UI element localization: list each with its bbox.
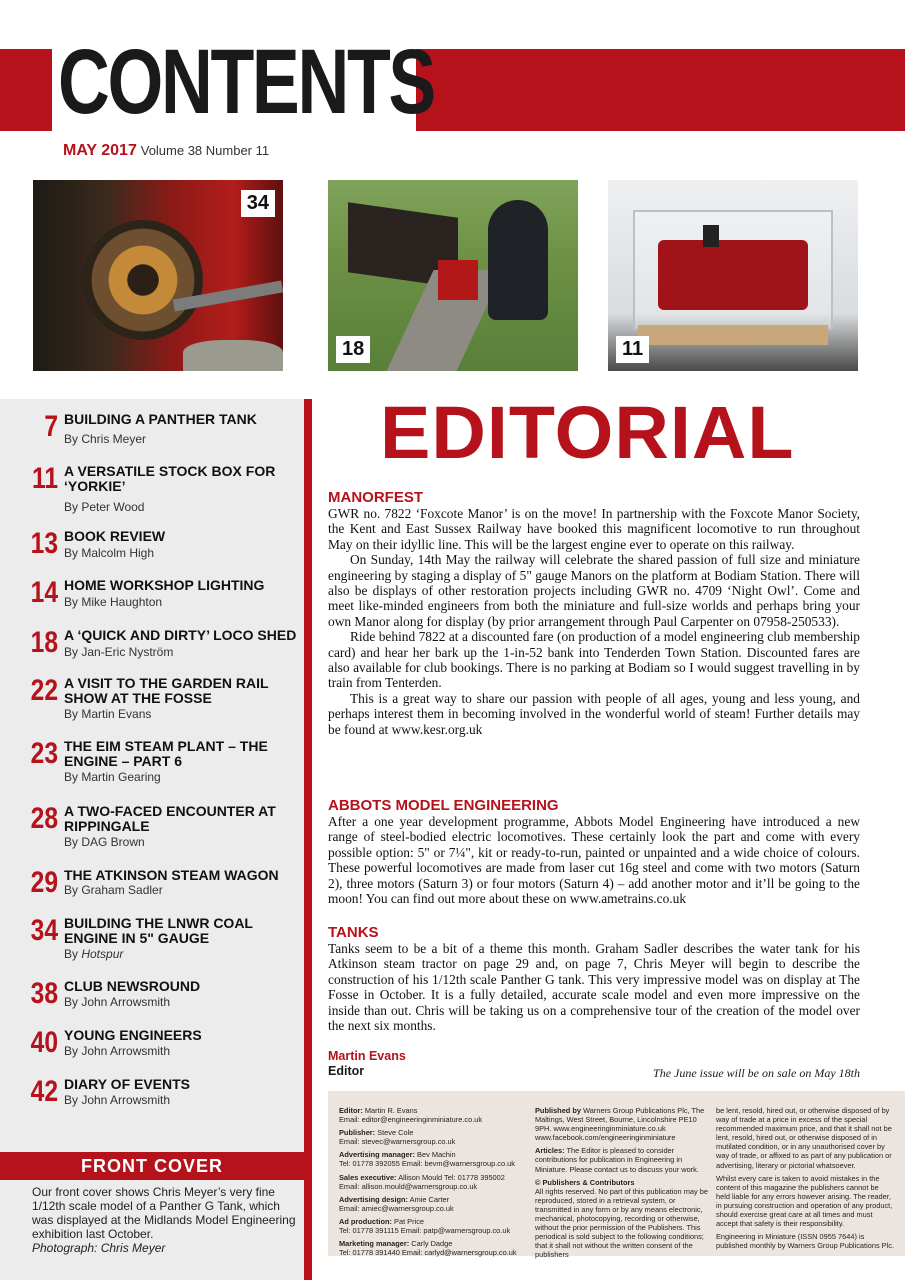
header-bar-right bbox=[416, 49, 905, 131]
paragraph: Tanks seem to be a bit of a theme this month. Graham Sadler describes the water tank for his Atkinson steam tractor on page 29 and, on page 7, Chris Meyer will begin to describe the construction of his 1/12th scale Panther G tank. This very impressive model was on display at The Fosse in October. It is a fully detailed, accurate scale model and even more impressive on the inside than out. Chris will be taking us on a comprehensive tour of the creation of the model over the next six months. bbox=[328, 941, 860, 1034]
toc-author-prefix: By bbox=[64, 947, 82, 961]
toc-page-number: 22 bbox=[30, 674, 58, 707]
toc-page-number: 13 bbox=[30, 527, 58, 560]
miniature-engine bbox=[438, 260, 478, 300]
editorial-section-abbots bbox=[328, 797, 860, 906]
toc-author: By Mike Haughton bbox=[64, 595, 163, 609]
toc-title: HOME WORKSHOP LIGHTING bbox=[64, 577, 265, 593]
toc-page-number: 40 bbox=[30, 1026, 58, 1059]
toc-page-number: 7 bbox=[44, 410, 58, 443]
paragraph: After a one year development programme, Abbots Model Engineering have introduced a new range of steel-bodied electric locomotives. These certainly look the part and come with every possible option: 5" or 7¼", kit or ready-to-run, painted or unpainted and a wide choice of colours. These powerful locomotives are made from laser cut 16g steel and come with two motors (Saturn 2), three motors (Saturn 3) or four motors (Saturn 4) – add another motor and it’ll be going to the moon! You can find out more about these on www.ametrains.co.uk bbox=[328, 814, 860, 907]
issue-month: MAY 2017 bbox=[63, 142, 137, 159]
section-heading: ABBOTS MODEL ENGINEERING bbox=[328, 797, 559, 814]
toc-title: THE EIM STEAM PLANT – THE ENGINE – PART 6 bbox=[64, 738, 268, 769]
toc-page-number: 29 bbox=[30, 866, 58, 899]
toc-author: By Peter Wood bbox=[64, 500, 145, 514]
credit-value: Tel: 01778 391440 Email: carlyd@warnersgroup.co.uk bbox=[339, 1248, 517, 1258]
editorial-section-manorfest bbox=[328, 489, 860, 737]
toc-page-number: 28 bbox=[30, 802, 58, 835]
toc-author: By Malcolm High bbox=[64, 546, 155, 560]
credit-value: Pat Price bbox=[394, 1216, 425, 1226]
photo-loco-shed[interactable] bbox=[328, 180, 578, 371]
toc-author: By Chris Meyer bbox=[64, 432, 147, 446]
credit-value: Email: amiec@warnersgroup.co.uk bbox=[339, 1203, 454, 1213]
toc-author: By Martin Evans bbox=[64, 707, 152, 721]
toc-author: By Graham Sadler bbox=[64, 883, 163, 897]
credit-entry bbox=[339, 1173, 529, 1191]
credit-entry bbox=[339, 1195, 529, 1213]
credit-entry bbox=[339, 1217, 529, 1235]
section-heading: MANORFEST bbox=[328, 489, 423, 506]
credit-entry bbox=[535, 1146, 710, 1173]
credit-value: Email: allison.mould@warnersgroup.co.uk bbox=[339, 1181, 478, 1191]
credit-value: Allison Mould Tel: 01778 395002 bbox=[398, 1172, 505, 1182]
section-heading: TANKS bbox=[328, 924, 379, 941]
loco-chimney bbox=[703, 225, 719, 247]
toc-page-number: 14 bbox=[30, 576, 58, 609]
toc-page-number: 18 bbox=[30, 626, 58, 659]
page-title: CONTENTS bbox=[58, 31, 434, 133]
credit-value: Bev Machin bbox=[417, 1150, 456, 1160]
photo-page-number: 34 bbox=[241, 190, 275, 217]
toc-page-number: 38 bbox=[30, 977, 58, 1010]
credit-entry bbox=[339, 1150, 529, 1168]
toc-page-number: 11 bbox=[31, 462, 58, 495]
credit-value: Email: stevec@warnersgroup.co.uk bbox=[339, 1137, 456, 1147]
credit-value: Tel: 01778 392055 Email: bevm@warnersgroup.co.uk bbox=[339, 1159, 515, 1169]
toc-title: CLUB NEWSROUND bbox=[64, 978, 201, 994]
credit-entry bbox=[535, 1178, 710, 1260]
credit-entry bbox=[339, 1239, 529, 1257]
terms-paragraph: Whilst every care is taken to avoid mistakes in the content of this magazine the publishers cannot be held liable for any errors however arising. The reader, in pursuing construction and operation of any product, should exercise great care at all times and must accept that safety is their responsibility. bbox=[716, 1173, 893, 1229]
credit-value: All rights reserved. No part of this publication may be reproduced, stored in a retrieval system, or transmitted in any form or by any means electronic, mechanical, photocopying, recording or otherwise, without the prior permission of the Publishers. This periodical is sold subject to the following conditions; that it shall not without the written consent of the publishers bbox=[535, 1186, 708, 1260]
model-locomotive bbox=[658, 240, 808, 310]
credit-label: Articles: bbox=[535, 1146, 565, 1156]
editor-role: Editor bbox=[328, 1064, 365, 1078]
toc-title: A VISIT TO THE GARDEN RAIL SHOW AT THE FOSSE bbox=[64, 675, 269, 706]
toc-author: By DAG Brown bbox=[64, 835, 145, 849]
toc-title: A VERSATILE STOCK BOX FOR ‘YORKIE’ bbox=[64, 463, 276, 494]
header-bar-left bbox=[0, 49, 52, 131]
toc-title: BUILDING THE LNWR COAL ENGINE IN 5" GAUGE bbox=[64, 915, 253, 946]
credit-label: Editor: bbox=[339, 1106, 363, 1115]
paragraph: This is a great way to share our passion with people of all ages, young and less young, and perhaps interest them in becoming involved in the wonderful world of steam! Further details may be found at www.kesr.org.uk bbox=[328, 690, 860, 737]
photo-page-number: 18 bbox=[336, 336, 370, 363]
next-issue-note: The June issue will be on sale on May 18th bbox=[653, 1066, 860, 1080]
lathe-chuck bbox=[83, 220, 203, 340]
toc-author: By John Arrowsmith bbox=[64, 1044, 171, 1058]
credit-label: Advertising design: bbox=[339, 1194, 408, 1204]
toc-author bbox=[64, 947, 123, 961]
credits-column-terms bbox=[716, 1106, 894, 1254]
credit-label: Sales executive: bbox=[339, 1172, 397, 1182]
toc-title: A ‘QUICK AND DIRTY’ LOCO SHED bbox=[64, 627, 297, 643]
credit-entry bbox=[339, 1106, 529, 1124]
editorial-section-tanks bbox=[328, 924, 860, 1033]
toc-title: BUILDING A PANTHER TANK bbox=[64, 411, 257, 427]
toc-author-name: Hotspur bbox=[81, 947, 124, 961]
photo-stock-box[interactable] bbox=[608, 180, 858, 371]
front-cover-description: Our front cover shows Chris Meyer’s very fine 1/12th scale model of a Panther G Tank, which was displayed at the Midlands Model Engineering exhibition last October. bbox=[32, 1185, 296, 1241]
toc-author: By Jan-Eric Nyström bbox=[64, 645, 174, 659]
driver bbox=[488, 200, 548, 320]
credit-value: Martin R. Evans bbox=[364, 1106, 418, 1115]
toc-author: By Martin Gearing bbox=[64, 770, 161, 784]
toc-page-number: 23 bbox=[30, 737, 58, 770]
issue-info bbox=[63, 142, 269, 160]
credits-column-publisher bbox=[535, 1106, 710, 1264]
credit-label: Marketing manager: bbox=[339, 1239, 410, 1249]
credit-value: Email: editor@engineeringinminiature.co.uk bbox=[339, 1115, 483, 1125]
paragraph: Ride behind 7822 at a discounted fare (on production of a model engineering club membership card) and hear her bark up the 1-in-52 bank into Tenderden Town Station. Discounted fares are also available for club bookings. There is no parking at Bodiam so I would suggest travelling in by train from Tenterden. bbox=[328, 629, 860, 691]
toc-title: BOOK REVIEW bbox=[64, 528, 166, 544]
paragraph: GWR no. 7822 ‘Foxcote Manor’ is on the move! In partnership with the Foxcote Manor Society, the Kent and East Sussex Railway have booked this magnificent locomotive to run throughout May on their idyllic line. This will be the largest engine ever to operate on this railway. bbox=[328, 506, 860, 552]
toc-title: THE ATKINSON STEAM WAGON bbox=[64, 867, 279, 883]
credit-label: Publisher: bbox=[339, 1128, 376, 1138]
front-cover-credit: Photograph: Chris Meyer bbox=[32, 1241, 166, 1255]
lathe-swarf bbox=[183, 340, 283, 371]
terms-paragraph: Engineering in Miniature (ISSN 0955 7644) is published monthly by Warners Group Publications Plc. bbox=[716, 1232, 895, 1251]
toc-author: By John Arrowsmith bbox=[64, 995, 171, 1009]
credit-label: Published by bbox=[535, 1106, 581, 1115]
terms-paragraph: be lent, resold, hired out, or otherwise disposed of by way of trade at a price in excess of the special recommended maximum price, and that it shall not be lent, resold, hired out, or otherwise disposed of in mutilated condition, or in any unauthorised cover by way of trade, or affixed to as part of any publication or advertising, literary or pictorial whatsoever. bbox=[716, 1106, 892, 1170]
toc-author: By John Arrowsmith bbox=[64, 1093, 171, 1107]
credit-label: © Publishers & Contributors bbox=[535, 1177, 635, 1187]
toc-page-number: 42 bbox=[30, 1075, 58, 1108]
case-base bbox=[638, 325, 828, 345]
credit-entry bbox=[339, 1128, 529, 1146]
editor-signature bbox=[328, 1049, 860, 1079]
credit-label: Ad production: bbox=[339, 1216, 392, 1226]
credits-column-staff bbox=[339, 1106, 529, 1261]
credit-value: Tel: 01778 391115 Email: patp@warnersgroup.co.uk bbox=[339, 1226, 511, 1236]
credit-value: Warners Group Publications Plc, The Maltings, West Street, Bourne, Lincolnshire PE10 9PH. www.engineeringinminiature.co.uk www.facebook.com/engineeringinminiature bbox=[535, 1106, 705, 1143]
front-cover-heading: FRONT COVER bbox=[0, 1152, 304, 1180]
front-cover-text bbox=[32, 1185, 297, 1255]
toc-title: DIARY OF EVENTS bbox=[64, 1076, 191, 1092]
credit-entry bbox=[535, 1106, 710, 1142]
issue-volume: Volume 38 Number 11 bbox=[140, 143, 270, 158]
credit-value: Carly Dadge bbox=[411, 1239, 453, 1249]
editor-name: Martin Evans bbox=[328, 1049, 406, 1063]
toc-title: A TWO-FACED ENCOUNTER AT RIPPINGALE bbox=[64, 803, 276, 834]
sidebar-divider bbox=[304, 399, 312, 1280]
credit-value: The Editor is pleased to consider contributions for publication in Engineering in Miniature. Please contact us to discuss your work. bbox=[535, 1146, 699, 1174]
toc-title: YOUNG ENGINEERS bbox=[64, 1027, 202, 1043]
credit-label: Advertising manager: bbox=[339, 1150, 415, 1160]
toc-page-number: 34 bbox=[30, 914, 58, 947]
paragraph: On Sunday, 14th May the railway will celebrate the shared passion of full size and miniature engineering by staging a display of 5" gauge Manors on the platform at Bodiam Station. There will also be displays of other restoration projects including GWR no. 4709 ‘Night Owl’. Come and meet like-minded engineers from both the miniature and full-size worlds and perhaps bring your own Manor along for display (by prior arrangement through Paul Carpenter on 07958-250533). bbox=[328, 552, 860, 629]
credit-value: Amie Carter bbox=[409, 1194, 450, 1204]
editorial-title: EDITORIAL bbox=[380, 391, 795, 474]
credit-value: Steve Cole bbox=[377, 1128, 414, 1138]
photo-page-number: 11 bbox=[616, 336, 649, 363]
photo-lathe[interactable] bbox=[33, 180, 283, 371]
